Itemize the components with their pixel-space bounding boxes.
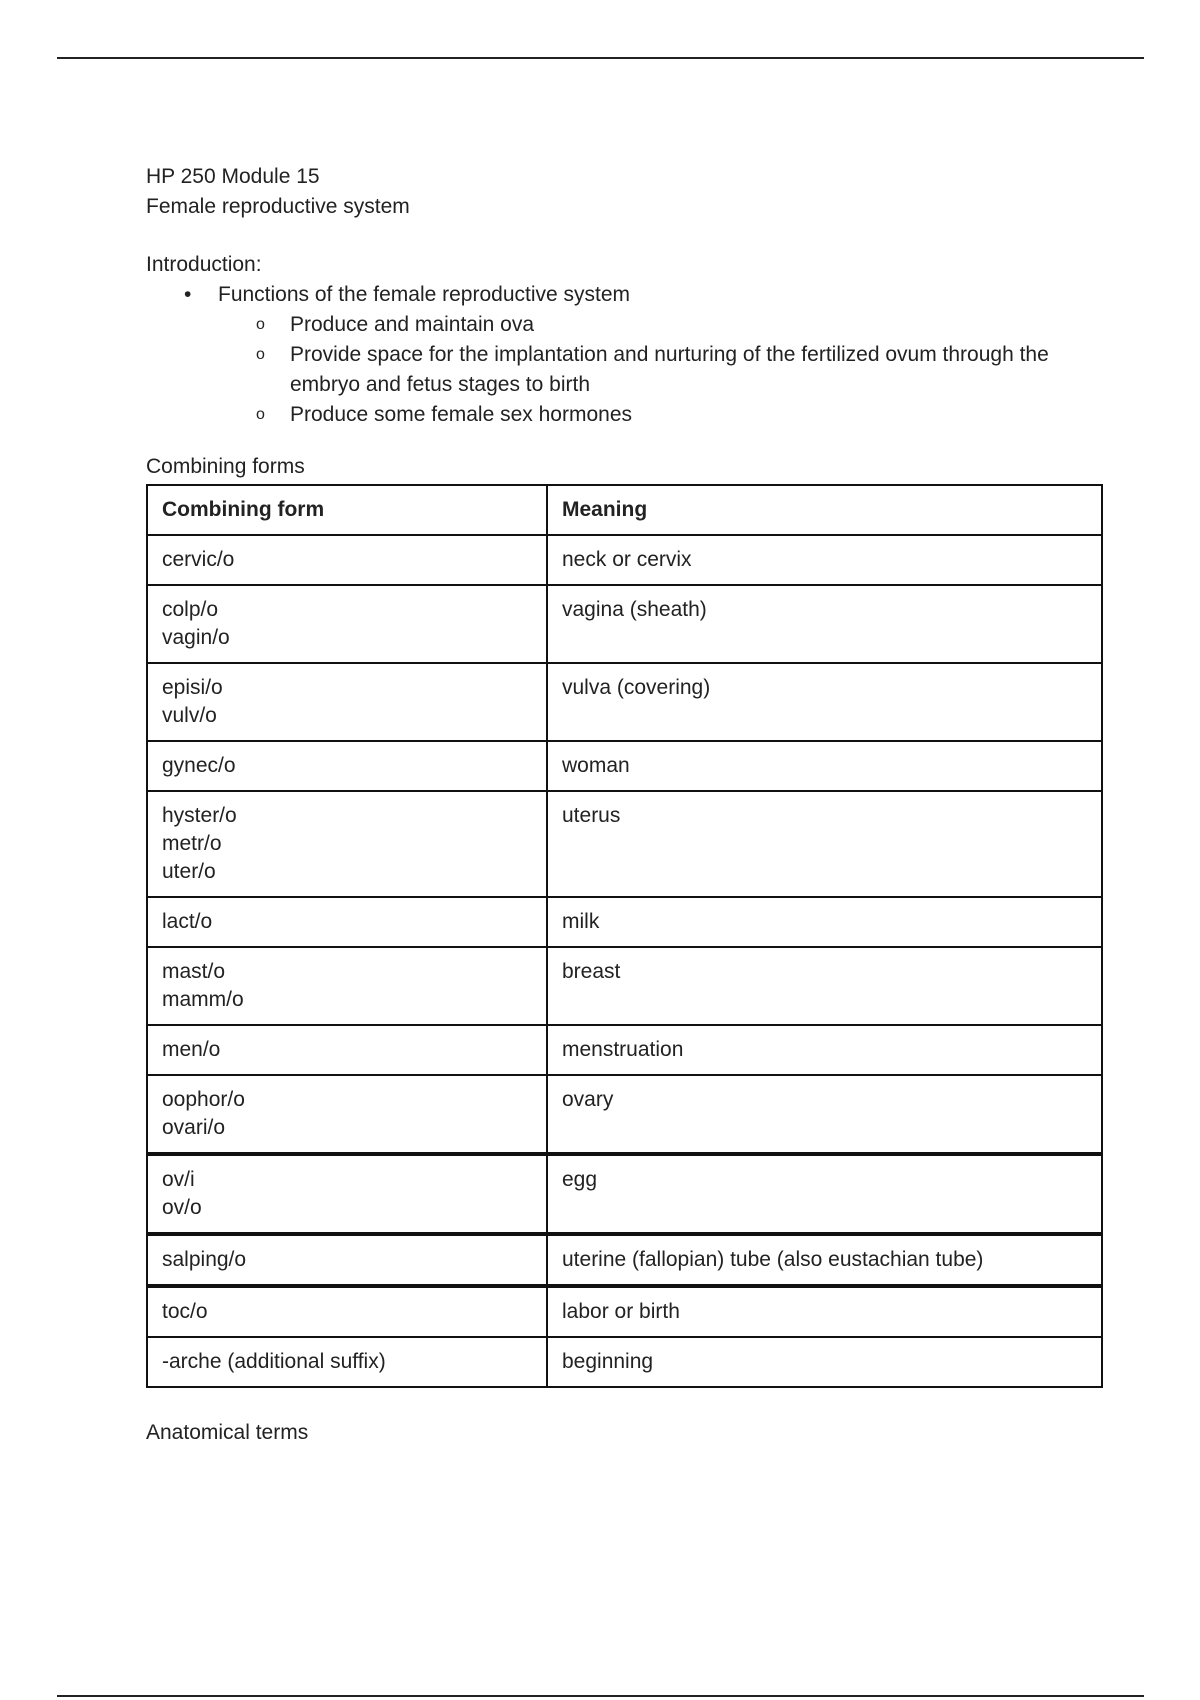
combining-form: ov/i	[162, 1168, 195, 1191]
combining-form-cell	[147, 791, 547, 897]
list-item	[256, 340, 1106, 400]
table-row	[147, 741, 1102, 791]
combining-form-cell	[147, 897, 547, 947]
combining-form: vagin/o	[162, 626, 230, 649]
combining-form: mast/o	[162, 960, 226, 983]
combining-form: metr/o	[162, 832, 222, 855]
sub-item-text: Produce some female sex hormones	[290, 403, 632, 426]
bullet-text: Functions of the female reproductive system	[218, 283, 631, 306]
sub-item-text: Produce and maintain ova	[290, 313, 534, 336]
meaning-cell: woman	[547, 741, 1102, 791]
combining-form-cell	[147, 585, 547, 663]
introduction-heading: Introduction:	[146, 253, 262, 276]
combining-form: uter/o	[162, 860, 216, 883]
bullet-icon: •	[184, 283, 192, 306]
course-title: HP 250 Module 15	[146, 165, 320, 188]
combining-form-cell	[147, 1234, 547, 1286]
list-item	[146, 280, 1106, 310]
combining-form-cell	[147, 947, 547, 1025]
combining-form: -arche (additional suffix)	[162, 1350, 386, 1373]
combining-form-cell	[147, 535, 547, 585]
circle-bullet-icon: o	[256, 406, 265, 423]
meaning-cell: beginning	[547, 1337, 1102, 1387]
combining-form: mamm/o	[162, 988, 244, 1011]
anatomical-terms-heading: Anatomical terms	[146, 1421, 309, 1444]
meaning-cell: labor or birth	[547, 1286, 1102, 1337]
table-header-row	[147, 485, 1102, 535]
circle-bullet-icon: o	[256, 316, 265, 333]
combining-form: hyster/o	[162, 804, 237, 827]
topic-title: Female reproductive system	[146, 195, 410, 218]
function-sublist	[256, 310, 1106, 430]
combining-form-cell	[147, 1286, 547, 1337]
table-row	[147, 663, 1102, 741]
top-rule	[57, 57, 1144, 59]
table-row	[147, 1286, 1102, 1337]
list-item	[256, 310, 1106, 340]
meaning-cell: egg	[547, 1154, 1102, 1234]
meaning-cell: uterine (fallopian) tube (also eustachian tube)	[547, 1234, 1102, 1286]
table-row	[147, 535, 1102, 585]
combining-form: episi/o	[162, 676, 223, 699]
combining-form-cell	[147, 1025, 547, 1075]
combining-form: toc/o	[162, 1300, 208, 1323]
combining-form: oophor/o	[162, 1088, 245, 1111]
table-row	[147, 1337, 1102, 1387]
meaning-cell: vulva (covering)	[547, 663, 1102, 741]
table-row	[147, 1025, 1102, 1075]
combining-form: salping/o	[162, 1248, 247, 1271]
combining-form: ovari/o	[162, 1116, 226, 1139]
combining-form: ov/o	[162, 1196, 202, 1219]
table-row	[147, 947, 1102, 1025]
meaning-cell: ovary	[547, 1075, 1102, 1154]
meaning-cell: neck or cervix	[547, 535, 1102, 585]
circle-bullet-icon: o	[256, 346, 265, 363]
meaning-cell: milk	[547, 897, 1102, 947]
combining-form-cell	[147, 1075, 547, 1154]
column-header-form: Combining form	[147, 485, 547, 535]
bottom-rule	[57, 1695, 1144, 1697]
combining-form: cervic/o	[162, 548, 235, 571]
combining-forms-table	[146, 484, 1103, 1388]
meaning-cell: vagina (sheath)	[547, 585, 1102, 663]
introduction-list	[146, 280, 1106, 310]
combining-forms-heading: Combining forms	[146, 455, 305, 478]
combining-form: vulv/o	[162, 704, 217, 727]
combining-form: gynec/o	[162, 754, 236, 777]
combining-form-cell	[147, 741, 547, 791]
table-row	[147, 791, 1102, 897]
combining-form: colp/o	[162, 598, 219, 621]
combining-form: lact/o	[162, 910, 213, 933]
meaning-cell: uterus	[547, 791, 1102, 897]
combining-form-cell	[147, 1154, 547, 1234]
table-row	[147, 1154, 1102, 1234]
table-row	[147, 1075, 1102, 1154]
document-body	[146, 162, 1106, 1448]
list-item	[256, 400, 1106, 430]
combining-form: men/o	[162, 1038, 221, 1061]
sub-item-text: Provide space for the implantation and nurturing of the fertilized ovum through the embryo and fetus stages to birth	[290, 343, 1049, 396]
table-row	[147, 585, 1102, 663]
table-row	[147, 897, 1102, 947]
meaning-cell: breast	[547, 947, 1102, 1025]
combining-form-cell	[147, 663, 547, 741]
column-header-meaning: Meaning	[547, 485, 1102, 535]
table-row	[147, 1234, 1102, 1286]
meaning-cell: menstruation	[547, 1025, 1102, 1075]
combining-form-cell	[147, 1337, 547, 1387]
